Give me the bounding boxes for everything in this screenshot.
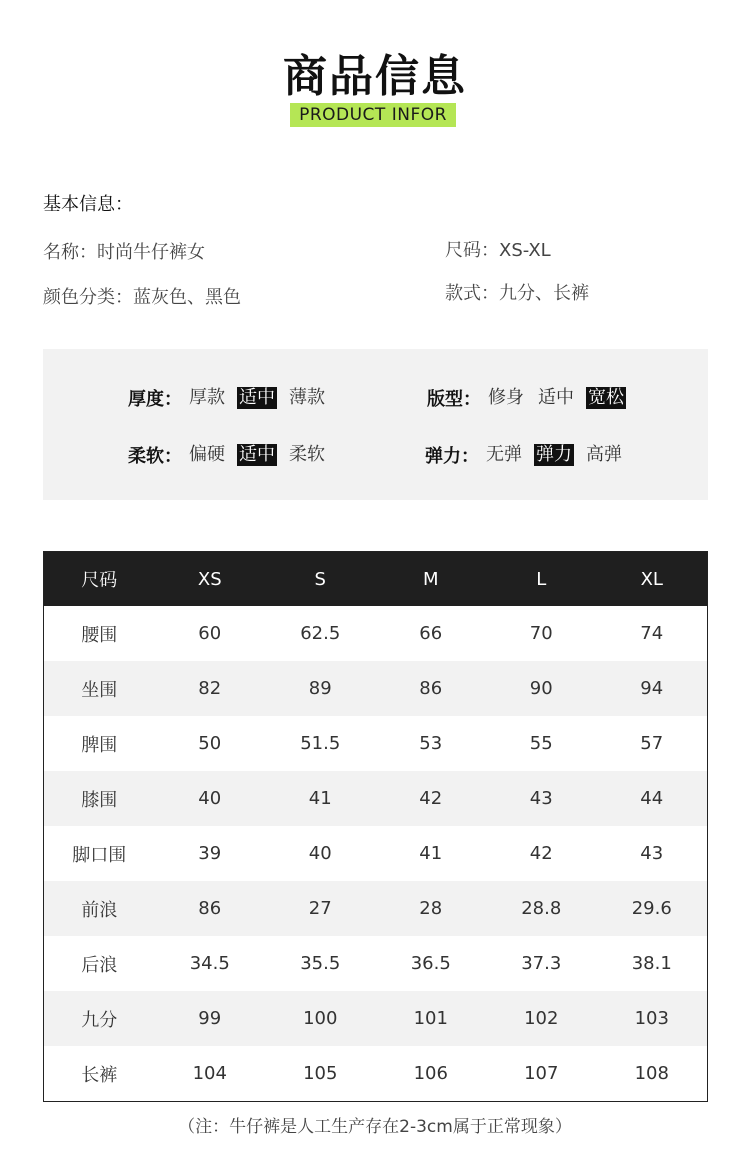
product-colors: 颜色分类：蓝灰色、黑色 — [43, 287, 241, 308]
table-cell: 108 — [634, 1063, 669, 1084]
table-row — [44, 771, 707, 826]
feature-softness — [128, 442, 332, 468]
table-cell: 90 — [486, 661, 597, 716]
feature-option: 修身 — [488, 387, 524, 408]
table-cell: 66 — [419, 623, 443, 644]
table-cell: 37.3 — [521, 953, 562, 974]
table-row — [44, 716, 707, 771]
table-cell: 27 — [265, 881, 376, 936]
table-cell: 106 — [413, 1063, 448, 1084]
size-table-header-cell: XL — [597, 552, 708, 606]
product-style: 款式：九分、长裤 — [445, 283, 589, 304]
feature-elasticity — [425, 442, 629, 468]
table-cell: 107 — [524, 1063, 559, 1084]
feature-option: 薄款 — [289, 387, 325, 408]
table-cell: 94 — [597, 661, 708, 716]
page-subtitle: PRODUCT INFOR — [290, 103, 456, 127]
table-cell: 40 — [155, 771, 266, 826]
table-cell: 82 — [155, 661, 266, 716]
table-cell: 28 — [376, 881, 487, 936]
table-cell: 44 — [597, 771, 708, 826]
table-cell: 50 — [198, 733, 222, 754]
table-cell: 40 — [308, 843, 332, 864]
table-cell: 100 — [265, 991, 376, 1046]
table-cell: 51.5 — [300, 733, 341, 754]
table-cell: 86 — [376, 661, 487, 716]
feature-label: 版型： — [427, 389, 481, 410]
table-row — [44, 606, 707, 661]
table-cell: 86 — [155, 881, 266, 936]
table-cell: 53 — [419, 733, 443, 754]
table-row — [44, 991, 707, 1046]
table-cell: 41 — [419, 843, 443, 864]
table-cell: 28.8 — [486, 881, 597, 936]
feature-option-selected: 适中 — [239, 387, 275, 408]
table-cell: 腰围 — [81, 624, 118, 646]
feature-label: 厚度： — [128, 389, 182, 410]
feature-label: 弹力： — [425, 446, 479, 467]
feature-fit — [427, 385, 631, 411]
table-row — [44, 1046, 707, 1101]
size-table-header-cell: 尺码 — [44, 552, 155, 606]
table-cell: 42 — [376, 771, 487, 826]
table-cell: 长裤 — [81, 1064, 118, 1086]
footnote: （注：牛仔裤是人工生产存在2-3cm属于正常现象） — [178, 1117, 572, 1137]
table-cell: 57 — [640, 733, 664, 754]
page-title: 商品信息 — [283, 51, 467, 102]
table-cell: 103 — [597, 991, 708, 1046]
table-cell: 脚口围 — [72, 844, 127, 866]
feature-option: 高弹 — [586, 444, 622, 465]
table-cell: 41 — [265, 771, 376, 826]
table-cell: 九分 — [44, 991, 155, 1046]
feature-panel — [43, 349, 708, 500]
feature-option-selected: 弹力 — [536, 444, 572, 465]
table-cell: 29.6 — [597, 881, 708, 936]
table-row — [44, 936, 707, 991]
size-table-header-cell: M — [376, 552, 487, 606]
feature-option: 偏硬 — [189, 444, 225, 465]
feature-option-selected: 适中 — [239, 444, 275, 465]
table-cell: 55 — [529, 733, 553, 754]
table-cell: 102 — [486, 991, 597, 1046]
table-cell: 89 — [265, 661, 376, 716]
feature-label: 柔软： — [128, 446, 182, 467]
table-cell: 36.5 — [410, 953, 451, 974]
table-row — [44, 826, 707, 881]
product-size-range: 尺码：XS-XL — [445, 240, 551, 261]
size-table-header-cell: L — [486, 552, 597, 606]
feature-option: 无弹 — [486, 444, 522, 465]
table-cell: 104 — [192, 1063, 227, 1084]
table-cell: 70 — [529, 623, 553, 644]
table-cell: 60 — [198, 623, 222, 644]
table-row — [44, 661, 707, 716]
table-cell: 43 — [486, 771, 597, 826]
table-cell: 39 — [198, 843, 222, 864]
table-cell: 101 — [376, 991, 487, 1046]
table-cell: 脾围 — [81, 734, 118, 756]
table-cell: 42 — [529, 843, 553, 864]
feature-option: 适中 — [538, 387, 574, 408]
table-cell: 43 — [640, 843, 664, 864]
table-cell: 坐围 — [44, 661, 155, 716]
table-cell: 前浪 — [44, 881, 155, 936]
feature-option: 柔软 — [289, 444, 325, 465]
size-table — [43, 551, 708, 1102]
size-table-header-cell: XS — [155, 552, 266, 606]
table-cell: 膝围 — [44, 771, 155, 826]
table-cell: 105 — [303, 1063, 338, 1084]
table-row — [44, 881, 707, 936]
size-table-header-cell: S — [265, 552, 376, 606]
table-cell: 35.5 — [300, 953, 341, 974]
feature-option-selected: 宽松 — [588, 387, 624, 408]
table-cell: 99 — [155, 991, 266, 1046]
product-name: 名称：时尚牛仔裤女 — [43, 242, 205, 263]
table-cell: 34.5 — [189, 953, 230, 974]
table-cell: 74 — [640, 623, 664, 644]
basic-info-heading: 基本信息： — [43, 194, 133, 215]
table-cell: 62.5 — [300, 623, 341, 644]
table-cell: 后浪 — [81, 954, 118, 976]
size-table-header-row — [44, 552, 707, 606]
feature-thickness — [128, 385, 332, 411]
feature-option: 厚款 — [189, 387, 225, 408]
table-cell: 38.1 — [631, 953, 672, 974]
